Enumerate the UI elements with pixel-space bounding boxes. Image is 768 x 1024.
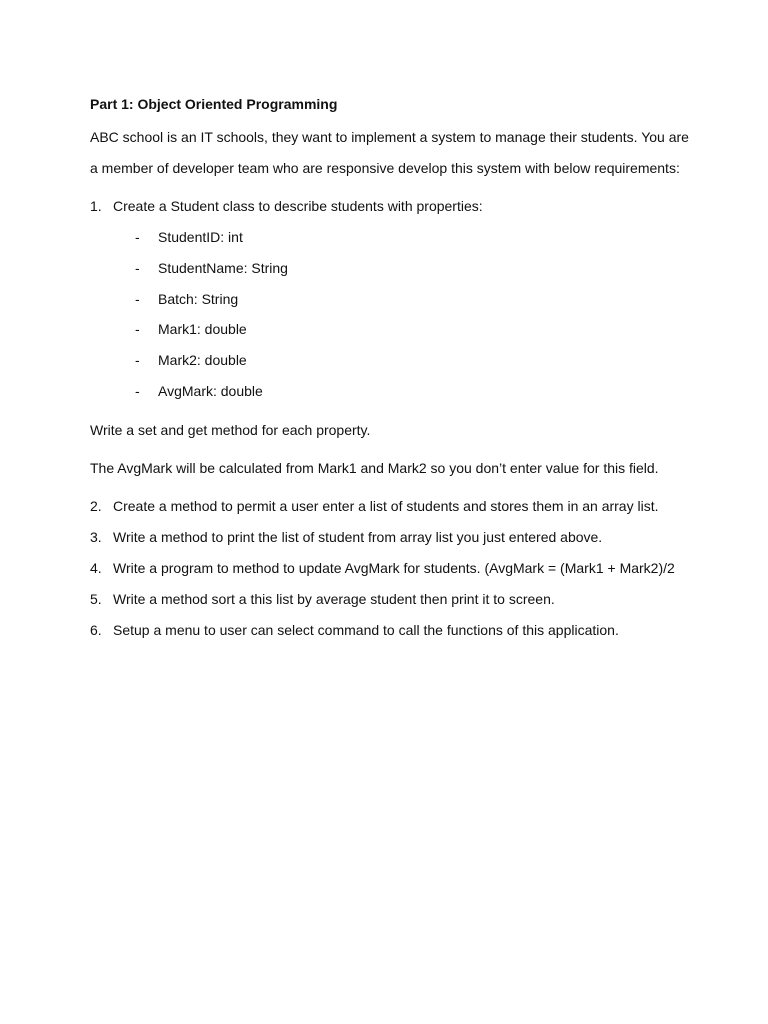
property-list — [90, 222, 700, 407]
requirement-item-1 — [90, 191, 700, 222]
property-item — [90, 314, 700, 345]
item-number: 4. — [90, 559, 102, 576]
requirements-list-part1 — [90, 191, 700, 222]
property-text: StudentName: String — [158, 259, 288, 276]
dash-bullet: - — [135, 229, 140, 245]
property-item — [90, 222, 700, 253]
dash-bullet: - — [135, 259, 140, 276]
property-text: Mark2: double — [158, 352, 247, 369]
item-text: Create a method to permit a user enter a list of students and stores them in an array list. — [113, 497, 659, 514]
property-text: Mark1: double — [158, 321, 247, 338]
item-number: 1. — [90, 198, 102, 214]
item-number: 2. — [90, 497, 102, 514]
requirement-item-2 — [90, 491, 700, 522]
item-text: Write a method to print the list of student from array list you just entered above. — [113, 528, 603, 545]
requirement-item-3 — [90, 522, 700, 553]
dash-bullet: - — [135, 290, 140, 307]
property-item — [90, 376, 700, 407]
property-item — [90, 345, 700, 376]
item-number: 6. — [90, 621, 102, 638]
property-item — [90, 284, 700, 315]
item-text: Setup a menu to user can select command to call the functions of this application. — [113, 621, 619, 638]
item-text: Create a Student class to describe students with properties: — [113, 198, 483, 214]
item-text: Write a method sort a this list by average student then print it to screen. — [113, 590, 555, 607]
document-content — [90, 93, 700, 646]
item-text: Write a program to method to update AvgMark for students. (AvgMark = (Mark1 + Mark2)/2 — [113, 559, 675, 576]
property-item — [90, 253, 700, 284]
requirement-item-4 — [90, 553, 700, 584]
requirement-item-5 — [90, 584, 700, 615]
property-text: StudentID: int — [158, 229, 243, 245]
intro-paragraph: ABC school is an IT schools, they want to implement a system to manage their students. You are a member of developer team who are responsive develop this system with below requirements: — [90, 129, 689, 176]
property-text: AvgMark: double — [158, 382, 263, 399]
requirement-item-6 — [90, 615, 700, 646]
dash-bullet: - — [135, 382, 140, 399]
set-get-note: Write a set and get method for each property. — [90, 421, 371, 438]
dash-bullet: - — [135, 321, 140, 338]
item-number: 3. — [90, 528, 102, 545]
requirements-list-part2 — [90, 491, 700, 646]
avgmark-note: The AvgMark will be calculated from Mark1 and Mark2 so you don’t enter value for this field. — [90, 459, 659, 476]
property-text: Batch: String — [158, 290, 239, 307]
section-heading: Part 1: Object Oriented Programming — [90, 96, 338, 112]
item-number: 5. — [90, 590, 102, 607]
dash-bullet: - — [135, 352, 140, 369]
